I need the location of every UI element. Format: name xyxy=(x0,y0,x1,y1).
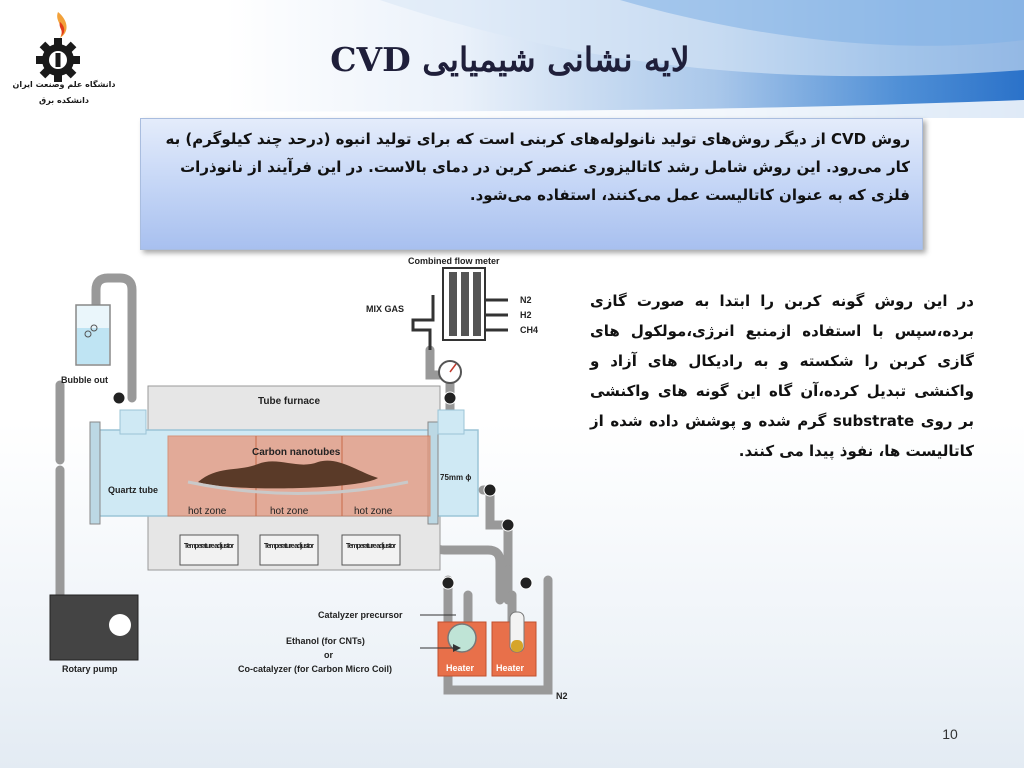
or-label: or xyxy=(324,650,333,660)
bottom-n2-label: N2 xyxy=(556,691,568,700)
co-catalyzer-label: Co-catalyzer (for Carbon Micro Coil) xyxy=(238,664,393,674)
temp-adjustor-label-2: Temperature adjustor xyxy=(264,543,314,550)
mix-gas-label: MIX GAS xyxy=(366,304,405,314)
hot-zone-label-1: hot zone xyxy=(188,506,227,517)
hot-zone-label-3: hot zone xyxy=(354,506,393,517)
side-description-text: در این روش گونه کربن را ابتدا به صورت گازی برده،سپس با استفاده ازمنبع انرژی،مولکول های گازی کربن را شکسته و به رادیکال های آزاد و واکنشی تبدیل کرده،آن گاه این گونه های واکنشی بر روی substrate گرم شده و پوشش داده شده از کاتالیست ها، نفوذ پیدا می کنند. xyxy=(590,292,974,460)
gas-h2-label: H2 xyxy=(520,310,532,320)
mixgas-line xyxy=(413,295,433,350)
quartz-tube-inlet xyxy=(120,410,146,434)
heater-label-1: Heater xyxy=(446,663,475,673)
page-number: 10 xyxy=(942,726,958,742)
carbon-nanotubes-label: Carbon nanotubes xyxy=(252,447,341,458)
valve-icon xyxy=(113,392,125,404)
catalyzer-precursor-label: Catalyzer precursor xyxy=(318,610,403,620)
intro-text: روش CVD از دیگر روش‌های تولید نانولوله‌های کربنی است که برای تولید انبوه (درحد چند کیلوگرم) به کار می‌رود. این روش شامل رشد کاتالیزوری عنصر کربن در دمای بالاست. در این فرآیند از نانوذرات فلزی که به عنوان کاتالیست عمل می‌کنند، استفاده می‌شود. xyxy=(165,130,910,204)
rotary-pump-label: Rotary pump xyxy=(62,664,118,674)
heater-label-2: Heater xyxy=(496,663,525,673)
quartz-tube-label: Quartz tube xyxy=(108,485,159,495)
temperature-adjustors xyxy=(180,535,400,565)
hot-zone-label-2: hot zone xyxy=(270,506,309,517)
valve-icon xyxy=(444,392,456,404)
flow-meter-label: Combined flow meter xyxy=(408,256,500,266)
pressure-gauge-icon xyxy=(439,361,461,383)
co-catalyst-liquid xyxy=(511,640,523,652)
ethanol-label: Ethanol (for CNTs) xyxy=(286,636,365,646)
valve-icon xyxy=(520,577,532,589)
faculty-name: دانشکده برق xyxy=(39,96,89,105)
temp-adjustor-label-3: Temperature adjustor xyxy=(346,543,396,550)
intro-text-box xyxy=(140,118,923,250)
bubble-bottle xyxy=(76,305,110,365)
university-name: دانشگاه علم وصنعت ایران xyxy=(12,80,116,89)
valve-icon xyxy=(442,577,454,589)
side-description xyxy=(590,286,974,476)
gear-flame-logo-icon xyxy=(18,8,118,88)
diameter-label: 75mm ϕ xyxy=(440,473,472,482)
page-title: لایه نشانی شیمیایی CVD xyxy=(330,40,690,79)
valve-icon xyxy=(502,519,514,531)
gas-n2-label: N2 xyxy=(520,295,532,305)
quartz-tube-flange-left xyxy=(90,422,100,524)
gas-ch4-label: CH4 xyxy=(520,325,539,335)
quartz-tube-outlet xyxy=(438,410,464,434)
temp-adjustor-label-1: Temperature adjustor xyxy=(184,543,234,550)
rotary-pump-port xyxy=(109,614,131,636)
combined-flow-meter xyxy=(443,268,485,340)
valve-icon xyxy=(484,484,496,496)
bubble-out-label: Bubble out xyxy=(61,375,108,385)
tube-furnace-label: Tube furnace xyxy=(258,396,321,407)
cvd-apparatus-diagram xyxy=(28,250,588,700)
